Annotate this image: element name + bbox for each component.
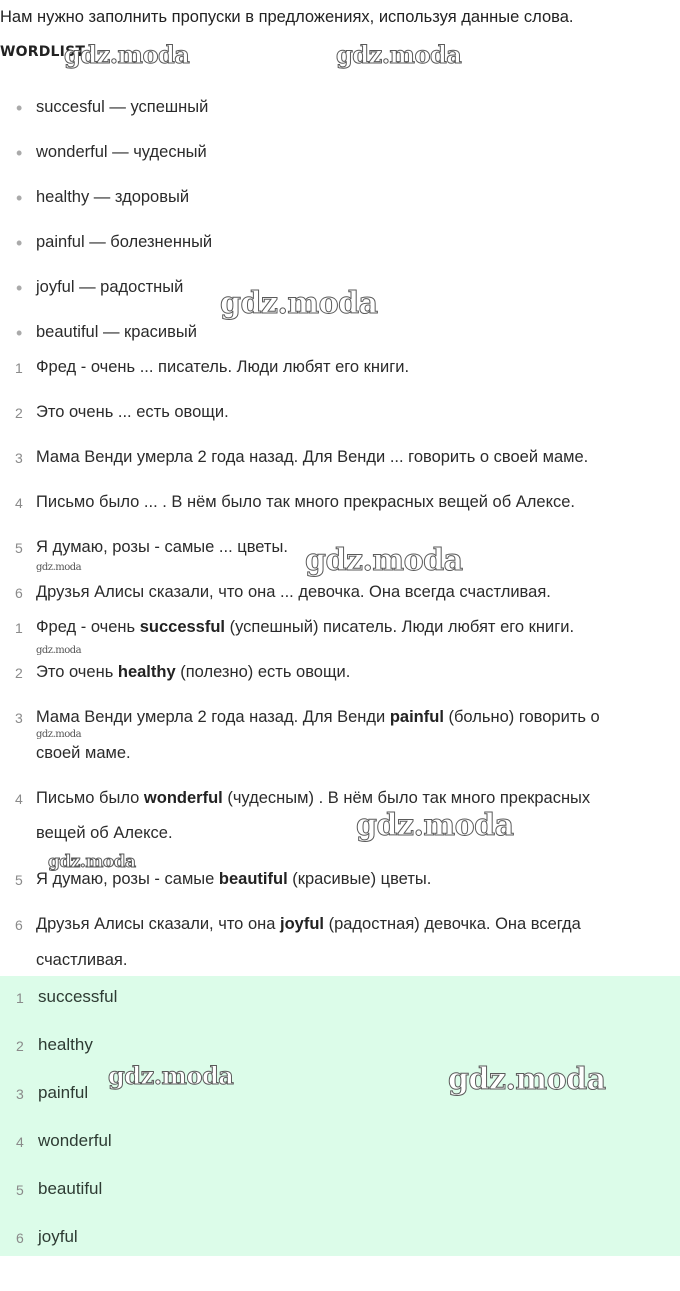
watermark: gdz.moda bbox=[36, 645, 82, 656]
watermark: gdz.moda bbox=[448, 1062, 606, 1097]
item-number: 1 bbox=[16, 990, 24, 1006]
answer-word: joyful bbox=[280, 915, 324, 933]
bullet-icon: • bbox=[16, 323, 23, 343]
item-number: 3 bbox=[15, 450, 23, 466]
watermark: gdz.moda bbox=[356, 808, 514, 843]
answer-word: wonderful bbox=[143, 789, 223, 807]
item-number: 4 bbox=[16, 1134, 24, 1150]
answer-item: healthy bbox=[38, 1035, 93, 1054]
watermark: gdz.moda bbox=[36, 562, 82, 573]
exercise-sentence: Это очень ... есть овощи. bbox=[36, 403, 229, 421]
watermark: gdz.moda bbox=[305, 543, 463, 578]
bullet-icon: • bbox=[16, 98, 23, 118]
exercise-sentence: Мама Венди умерла 2 года назад. Для Венди ... говорить о своей маме. bbox=[36, 448, 589, 466]
answer-item: painful bbox=[38, 1083, 89, 1102]
filled-sentence: Это очень healthy (полезно) есть овощи. bbox=[36, 663, 351, 681]
word-item: • succesful — успешный bbox=[16, 98, 209, 118]
exercise-sentence: Фред - очень ... писатель. Люди любят его книги. bbox=[36, 358, 410, 376]
filled-sentence-continuation: вещей об Алексе. bbox=[36, 824, 173, 842]
answer-item: joyful bbox=[38, 1227, 78, 1246]
item-number: 3 bbox=[16, 1086, 24, 1102]
answer-word: beautiful bbox=[218, 870, 288, 888]
item-number: 4 bbox=[15, 791, 23, 807]
filled-sentence: Я думаю, розы - самые beautiful (красивые) цветы. bbox=[36, 870, 432, 888]
word-item: • joyful — радостный bbox=[16, 278, 184, 298]
bullet-icon: • bbox=[16, 188, 23, 208]
item-number: 6 bbox=[15, 917, 23, 933]
bullet-icon: • bbox=[16, 233, 23, 253]
item-number: 2 bbox=[15, 665, 23, 681]
filled-sentence: Письмо было wonderful (чудесным) . В нём было так много прекрасных bbox=[36, 789, 591, 807]
word-item: • wonderful — чудесный bbox=[16, 143, 207, 163]
bullet-icon: • bbox=[16, 143, 23, 163]
answer-word: healthy bbox=[117, 663, 176, 681]
item-number: 3 bbox=[15, 710, 23, 726]
answer-word: painful bbox=[389, 708, 444, 726]
intro-text: Нам нужно заполнить пропуски в предложениях, используя данные слова. bbox=[0, 8, 574, 26]
filled-sentence: Друзья Алисы сказали, что она joyful (радостная) девочка. Она всегда bbox=[36, 915, 581, 933]
item-number: 6 bbox=[16, 1230, 24, 1246]
exercise-sentence: Письмо было ... . В нём было так много прекрасных вещей об Алексе. bbox=[36, 493, 575, 511]
filled-sentence: Фред - очень successful (успешный) писатель. Люди любят его книги. bbox=[36, 618, 575, 636]
filled-sentence-continuation: счастливая. bbox=[36, 951, 128, 969]
wordlist-title: WORDLIST bbox=[0, 44, 86, 60]
word-item: • painful — болезненный bbox=[16, 233, 213, 253]
filled-sentence-continuation: своей маме. bbox=[36, 744, 131, 762]
exercise-sentence: Друзья Алисы сказали, что она ... девочка. Она всегда счастливая. bbox=[36, 583, 551, 601]
watermark: gdz.moda bbox=[220, 286, 378, 321]
item-number: 1 bbox=[15, 620, 23, 636]
watermark: gdz.moda bbox=[336, 40, 462, 69]
watermark: gdz.moda bbox=[48, 852, 136, 872]
answer-item: successful bbox=[38, 987, 118, 1006]
item-number: 4 bbox=[15, 495, 23, 511]
item-number: 5 bbox=[15, 540, 23, 556]
word-item: • healthy — здоровый bbox=[16, 188, 190, 208]
watermark: gdz.moda bbox=[36, 729, 82, 740]
item-number: 2 bbox=[15, 405, 23, 421]
answer-box bbox=[0, 976, 680, 1256]
bullet-icon: • bbox=[16, 278, 23, 298]
word-item: • beautiful — красивый bbox=[16, 323, 197, 343]
item-number: 2 bbox=[16, 1038, 24, 1054]
item-number: 6 bbox=[15, 585, 23, 601]
item-number: 5 bbox=[15, 872, 23, 888]
watermark: gdz.moda bbox=[64, 40, 190, 69]
item-number: 5 bbox=[16, 1182, 24, 1198]
answer-item: beautiful bbox=[38, 1179, 103, 1198]
answer-word: successful bbox=[139, 618, 226, 636]
exercise-sentence: Я думаю, розы - самые ... цветы. bbox=[36, 538, 288, 556]
watermark: gdz.moda bbox=[108, 1061, 234, 1090]
answer-item: wonderful bbox=[38, 1131, 112, 1150]
item-number: 1 bbox=[15, 360, 23, 376]
filled-sentence: Мама Венди умерла 2 года назад. Для Венди painful (больно) говорить о bbox=[36, 708, 600, 726]
